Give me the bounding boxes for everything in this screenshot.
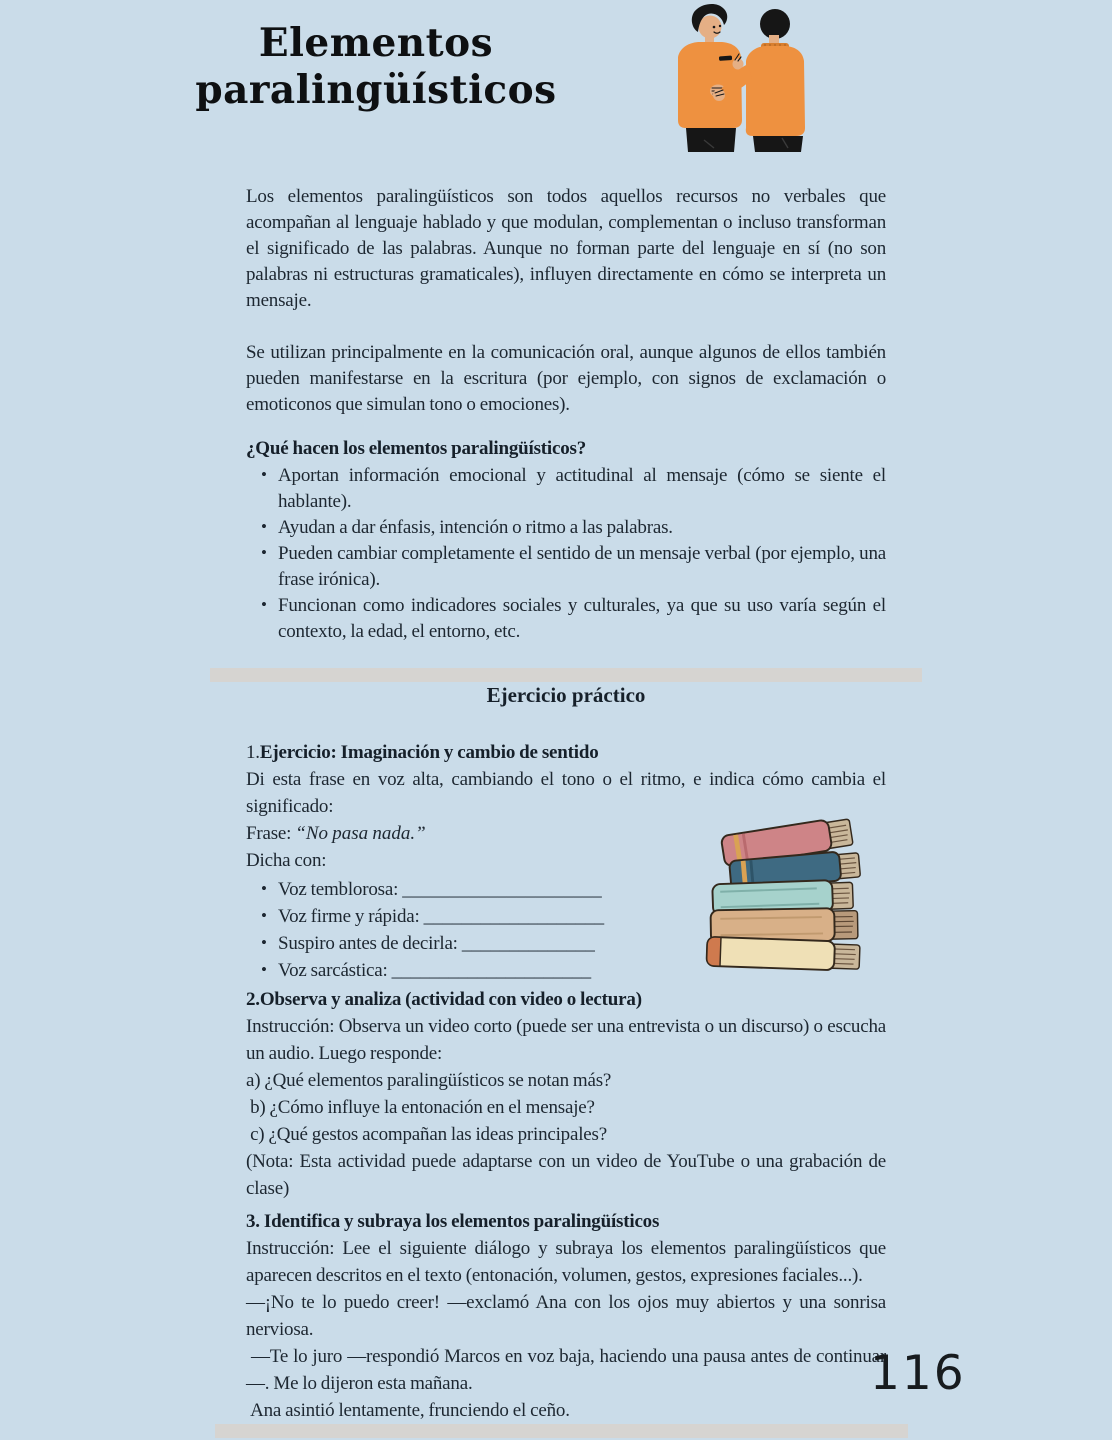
page-title-line2: paralingüísticos [195,67,557,113]
list-item: • Pueden cambiar completamente el sentido de un mensaje verbal (por ejemplo, una frase irónica). [278,541,886,593]
list-item: • Ayudan a dar énfasis, intención o ritmo a las palabras. [278,515,886,541]
intro-paragraph-1: Los elementos paralingüísticos son todos aquellos recursos no verbales que acompañan al lenguaje hablado y que modulan, complementan o incluso transforman el significado de las palabras. Aunque no forman parte del lenguaje en sí (no son palabras ni estructuras gramaticales), influyen directamente en cómo se interpreta un mensaje. [246,186,886,311]
option-label: Voz firme y rápida: [278,906,420,927]
book-cream [706,937,860,971]
exercise-1-number: 1. [246,742,260,763]
said-with-label: Dicha con: [246,850,327,871]
question-a: a) ¿Qué elementos paralingüísticos se notan más? [246,1070,612,1091]
intro-paragraph-2: Se utilizan principalmente en la comunicación oral, aunque algunos de ellos también pueden manifestarse en la escritura (por ejemplo, con signos de exclamación o emoticonos que simulan tono o emociones). [246,342,886,415]
bottom-divider-bar [215,1424,908,1438]
exercise-3-title: 3. Identifica y subraya los elementos paralingüísticos [246,1211,660,1232]
exercise-3-instruction: Instrucción: Lee el siguiente diálogo y subraya los elementos paralingüísticos que aparecen descritos en el texto (entonación, volumen, gestos, expresiones faciales...). [246,1238,886,1286]
exercise-1-title-text: Ejercicio: Imaginación y cambio de sentido [259,742,599,763]
two-people-talking-illustration [633,0,825,152]
exercise-2-instruction: Instrucción: Observa un video corto (puede ser una entrevista o un discurso) o escucha un audio. Luego responde: [246,1016,886,1064]
fill-in-blank: ______________ [461,933,595,954]
list-item: • Aportan información emocional y actitudinal al mensaje (cómo se siente el hablante). [278,463,886,515]
page-title-line1: Elementos [258,20,494,66]
section-divider-bar [210,668,922,682]
exercise-2-note: (Nota: Esta actividad puede adaptarse con un video de YouTube o una grabación de clase) [246,1151,886,1199]
list-item: • Funcionan como indicadores sociales y culturales, ya que su uso varía según el contexto, la edad, el entorno, etc. [278,593,886,645]
question-b: b) ¿Cómo influye la entonación en el mensaje? [246,1097,595,1118]
exercise-1-instruction: Di esta frase en voz alta, cambiando el tono o el ritmo, e indica cómo cambia el significado: [246,769,886,817]
functions-list [246,463,886,645]
dialogue-line: —Te lo juro —respondió Marcos en voz baja, haciendo una pausa antes de continuar—. Me lo dijeron esta mañana. [246,1346,886,1394]
intro-section [246,184,886,645]
option-label: Suspiro antes de decirla: [278,933,458,954]
exercise-3 [246,1208,891,1424]
page-title [178,20,574,114]
exercise-1-title [246,739,886,766]
exercise-section-heading: Ejercicio práctico [486,683,646,707]
exercise-2 [246,986,886,1202]
page-number: 116 [870,1346,966,1401]
exercise-2-title: 2.Observa y analiza (actividad con video o lectura) [246,989,642,1010]
fill-in-blank: ___________________ [423,906,605,927]
phrase-text: “No pasa nada.” [295,823,426,844]
fill-in-blank: _____________________ [391,960,592,981]
functions-heading: ¿Qué hacen los elementos paralingüísticos? [246,438,587,459]
option-label: Voz temblorosa: [278,879,399,900]
fill-in-blank: _____________________ [402,879,602,900]
phrase-label: Frase: [246,823,292,844]
question-c: c) ¿Qué gestos acompañan las ideas principales? [246,1124,607,1145]
option-label: Voz sarcástica: [278,960,388,981]
dialogue-line: —¡No te lo puedo creer! —exclamó Ana con los ojos muy abiertos y una sonrisa nerviosa. [246,1292,891,1340]
dialogue-line: Ana asintió lentamente, frunciendo el ceño. [246,1400,570,1421]
books-stack-illustration [695,800,887,972]
